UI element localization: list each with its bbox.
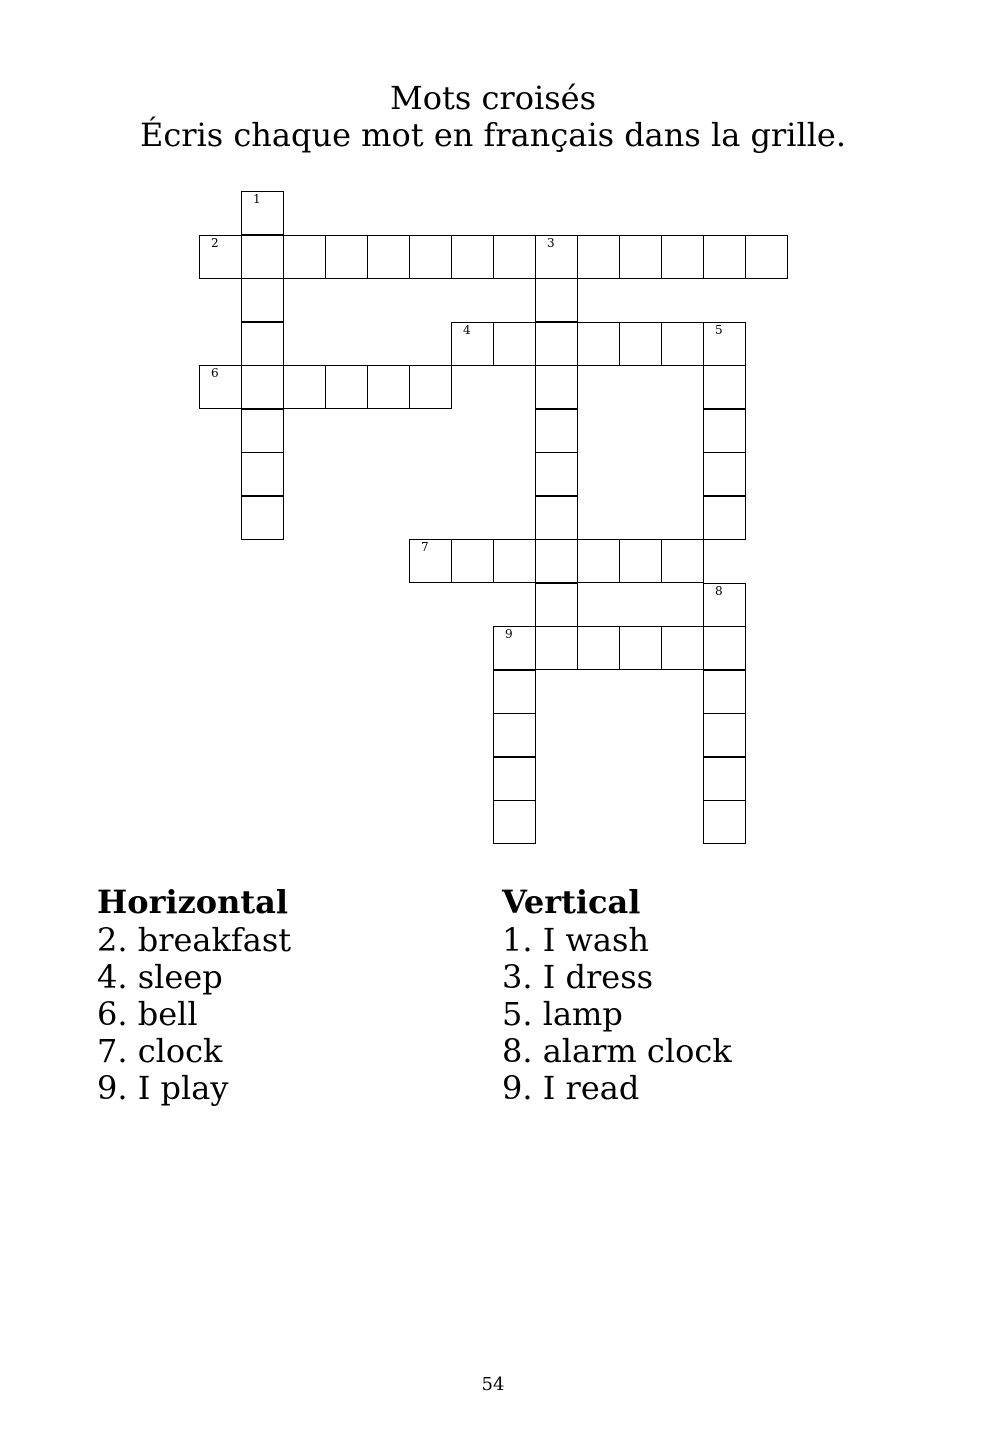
crossword-cell[interactable] xyxy=(493,713,536,757)
clue-down-item: 8. alarm clock xyxy=(502,1032,732,1070)
crossword-cell[interactable] xyxy=(661,322,704,366)
across-heading: Horizontal xyxy=(97,883,289,921)
crossword-cell[interactable] xyxy=(535,626,578,670)
clue-across-item: 2. breakfast xyxy=(97,921,292,959)
crossword-cell[interactable] xyxy=(241,235,284,279)
clue-number: 1 xyxy=(253,192,261,206)
crossword-cell[interactable] xyxy=(703,496,746,540)
crossword-cell[interactable] xyxy=(493,800,536,844)
crossword-cell[interactable] xyxy=(241,191,284,235)
clue-across-item: 6. bell xyxy=(97,995,198,1033)
crossword-cell[interactable] xyxy=(283,365,326,409)
crossword-cell[interactable] xyxy=(451,539,494,583)
crossword-cell[interactable] xyxy=(367,365,410,409)
crossword-cell[interactable] xyxy=(661,626,704,670)
crossword-cell[interactable] xyxy=(703,452,746,496)
crossword-cell[interactable] xyxy=(703,409,746,453)
crossword-cell[interactable] xyxy=(577,235,620,279)
clue-number: 4 xyxy=(463,323,471,337)
crossword-cell[interactable] xyxy=(241,278,284,322)
crossword-cell[interactable] xyxy=(703,713,746,757)
clue-number: 8 xyxy=(715,584,723,598)
crossword-cell[interactable] xyxy=(577,626,620,670)
crossword-cell[interactable] xyxy=(325,235,368,279)
crossword-cell[interactable] xyxy=(703,235,746,279)
crossword-cell[interactable] xyxy=(241,409,284,453)
crossword-cell[interactable] xyxy=(493,757,536,801)
crossword-cell[interactable] xyxy=(703,626,746,670)
clue-number: 2 xyxy=(211,236,219,250)
crossword-cell[interactable] xyxy=(619,235,662,279)
crossword-cell[interactable] xyxy=(703,322,746,366)
crossword-cell[interactable] xyxy=(745,235,788,279)
instructions: Écris chaque mot en français dans la grille. xyxy=(139,116,847,154)
clue-down-item: 9. I read xyxy=(502,1069,640,1107)
down-heading: Vertical xyxy=(502,883,641,921)
down-clues xyxy=(502,882,732,1107)
crossword-cell[interactable] xyxy=(535,278,578,322)
crossword-cell[interactable] xyxy=(535,583,578,627)
clue-number: 9 xyxy=(505,627,513,641)
crossword-cell[interactable] xyxy=(661,235,704,279)
crossword-cell[interactable] xyxy=(451,235,494,279)
clue-across-item: 7. clock xyxy=(97,1032,223,1070)
page-title: Mots croisés xyxy=(390,79,596,117)
crossword-cell[interactable] xyxy=(535,365,578,409)
crossword-cell[interactable] xyxy=(619,322,662,366)
crossword-cell[interactable] xyxy=(535,409,578,453)
clue-number: 5 xyxy=(715,323,723,337)
crossword-cell[interactable] xyxy=(451,322,494,366)
across-clues xyxy=(97,882,291,1107)
crossword-cell[interactable] xyxy=(493,235,536,279)
crossword-cell[interactable] xyxy=(703,583,746,627)
clue-number: 3 xyxy=(547,236,555,250)
clue-number: 7 xyxy=(421,540,429,554)
crossword-cell[interactable] xyxy=(367,235,410,279)
crossword-cell[interactable] xyxy=(577,322,620,366)
crossword-cell[interactable] xyxy=(199,235,242,279)
crossword-cell[interactable] xyxy=(241,496,284,540)
crossword-cell[interactable] xyxy=(703,670,746,714)
crossword-cell[interactable] xyxy=(535,496,578,540)
crossword-cell[interactable] xyxy=(703,757,746,801)
crossword-cell[interactable] xyxy=(535,322,578,366)
crossword-cell[interactable] xyxy=(493,322,536,366)
crossword-cell[interactable] xyxy=(703,365,746,409)
page-number: 54 xyxy=(481,1374,505,1395)
crossword-cell[interactable] xyxy=(577,539,620,583)
crossword-cell[interactable] xyxy=(409,365,452,409)
crossword-cell[interactable] xyxy=(493,670,536,714)
crossword-cell[interactable] xyxy=(535,539,578,583)
crossword-cell[interactable] xyxy=(241,322,284,366)
crossword-cell[interactable] xyxy=(535,235,578,279)
clue-number: 6 xyxy=(211,366,219,380)
crossword-cell[interactable] xyxy=(619,539,662,583)
crossword-cell[interactable] xyxy=(493,539,536,583)
crossword-cell[interactable] xyxy=(283,235,326,279)
clue-across-item: 4. sleep xyxy=(97,958,223,996)
crossword-cell[interactable] xyxy=(241,365,284,409)
crossword-cell[interactable] xyxy=(493,626,536,670)
clue-down-item: 1. I wash xyxy=(502,921,650,959)
crossword-cell[interactable] xyxy=(325,365,368,409)
crossword-cell[interactable] xyxy=(409,539,452,583)
crossword-cell[interactable] xyxy=(619,626,662,670)
crossword-cell[interactable] xyxy=(409,235,452,279)
crossword-cell[interactable] xyxy=(661,539,704,583)
crossword-cell[interactable] xyxy=(535,452,578,496)
crossword-cell[interactable] xyxy=(241,452,284,496)
clue-across-item: 9. I play xyxy=(97,1069,229,1107)
crossword-cell[interactable] xyxy=(703,800,746,844)
clue-down-item: 5. lamp xyxy=(502,995,623,1033)
crossword-cell[interactable] xyxy=(199,365,242,409)
clue-down-item: 3. I dress xyxy=(502,958,654,996)
